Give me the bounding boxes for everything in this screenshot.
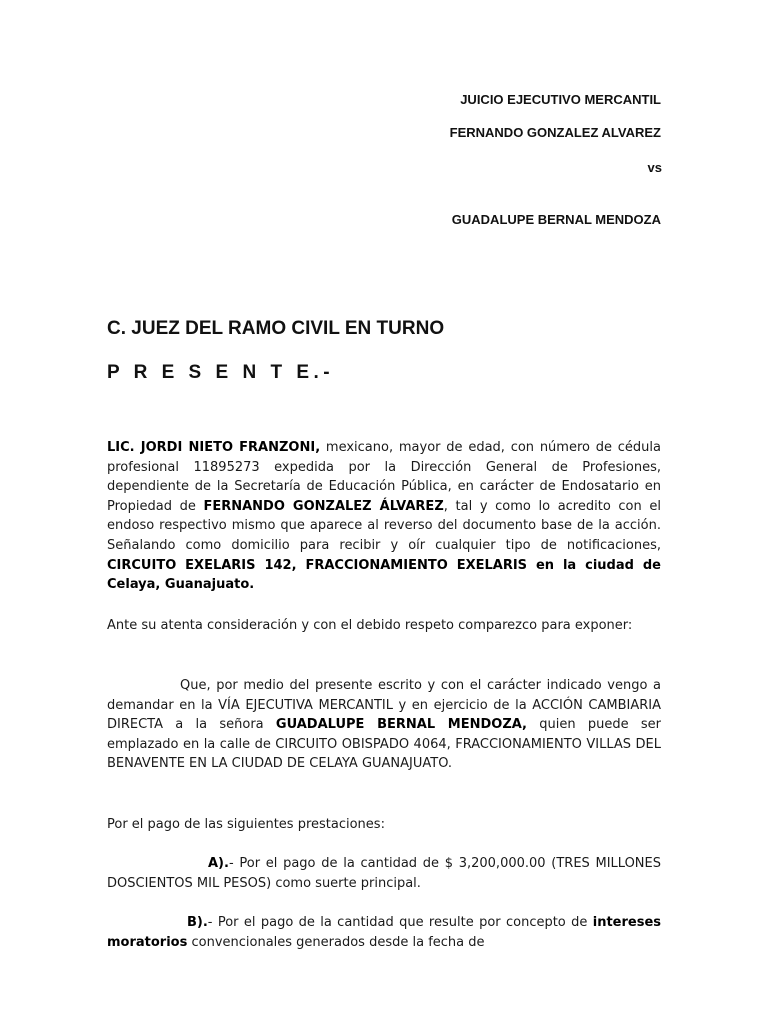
plaintiff-name: FERNANDO GONZALEZ ALVAREZ <box>449 125 661 140</box>
item-b-text-2: convencionales generados desde la fecha de <box>187 934 485 950</box>
consideration-paragraph: Ante su atenta consideración y con el debido respeto comparezco para exponer: <box>107 618 633 633</box>
intro-text-2: , tal y como lo acredito con el endoso respectivo mismo que aparece al reverso del documento base de la acción. Señalando como domicilio para recibir y oír cualquier tipo de notificaciones, <box>107 498 661 553</box>
judge-addressee: C. JUEZ DEL RAMO CIVIL EN TURNO <box>107 318 445 339</box>
item-b-emphasis: intereses moratorios <box>107 915 661 950</box>
presente-heading: P R E S E N T E.- <box>107 362 335 383</box>
attorney-name: LIC. JORDI NIETO FRANZONI, <box>107 440 321 455</box>
intro-paragraph <box>107 438 661 595</box>
item-b-label: B). <box>187 915 208 930</box>
item-b-paragraph <box>107 913 661 952</box>
client-name: FERNANDO GONZALEZ ÁLVAREZ <box>203 498 444 514</box>
notification-address: CIRCUITO EXELARIS 142, FRACCIONAMIENTO EXELARIS en la ciudad de Celaya, Guanajuato. <box>107 557 661 593</box>
item-b-text-1: - Por el pago de la cantidad que resulte por concepto de <box>207 915 593 930</box>
demand-paragraph <box>107 676 661 774</box>
prestaciones-intro: Por el pago de las siguientes prestaciones: <box>107 817 385 832</box>
item-a-paragraph <box>107 854 661 893</box>
demand-text-2: quien puede ser emplazado en la calle de CIRCUITO OBISPADO 4064, FRACCIONAMIENTO VILLAS DEL BENAVENTE EN LA CIUDAD DE CELAYA GUANAJUATO. <box>107 717 662 772</box>
item-a-label: A). <box>208 856 229 871</box>
defendant-name: GUADALUPE BERNAL MENDOZA <box>451 212 661 227</box>
item-a-text: - Por el pago de la cantidad de $ 3,200,000.00 (TRES MILLONES DOSCIENTOS MIL PESOS) como suerte principal. <box>107 856 661 891</box>
defendant-bold-name: GUADALUPE BERNAL MENDOZA, <box>275 717 527 733</box>
intro-text-1: mexicano, mayor de edad, con número de cédula profesional 11895273 expedida por la Dirección General de Profesiones, dependiente de la Secretaría de Educación Pública, en carácter de Endosatario en Propiedad de <box>107 440 661 514</box>
versus-label: vs <box>647 160 662 175</box>
case-type: JUICIO EJECUTIVO MERCANTIL <box>460 92 661 107</box>
demand-text-1: Que, por medio del presente escrito y con el carácter indicado vengo a demandar en la VÍA EJECUTIVA MERCANTIL y en ejercicio de la ACCIÓN CAMBIARIA DIRECTA a la señora <box>107 678 661 733</box>
